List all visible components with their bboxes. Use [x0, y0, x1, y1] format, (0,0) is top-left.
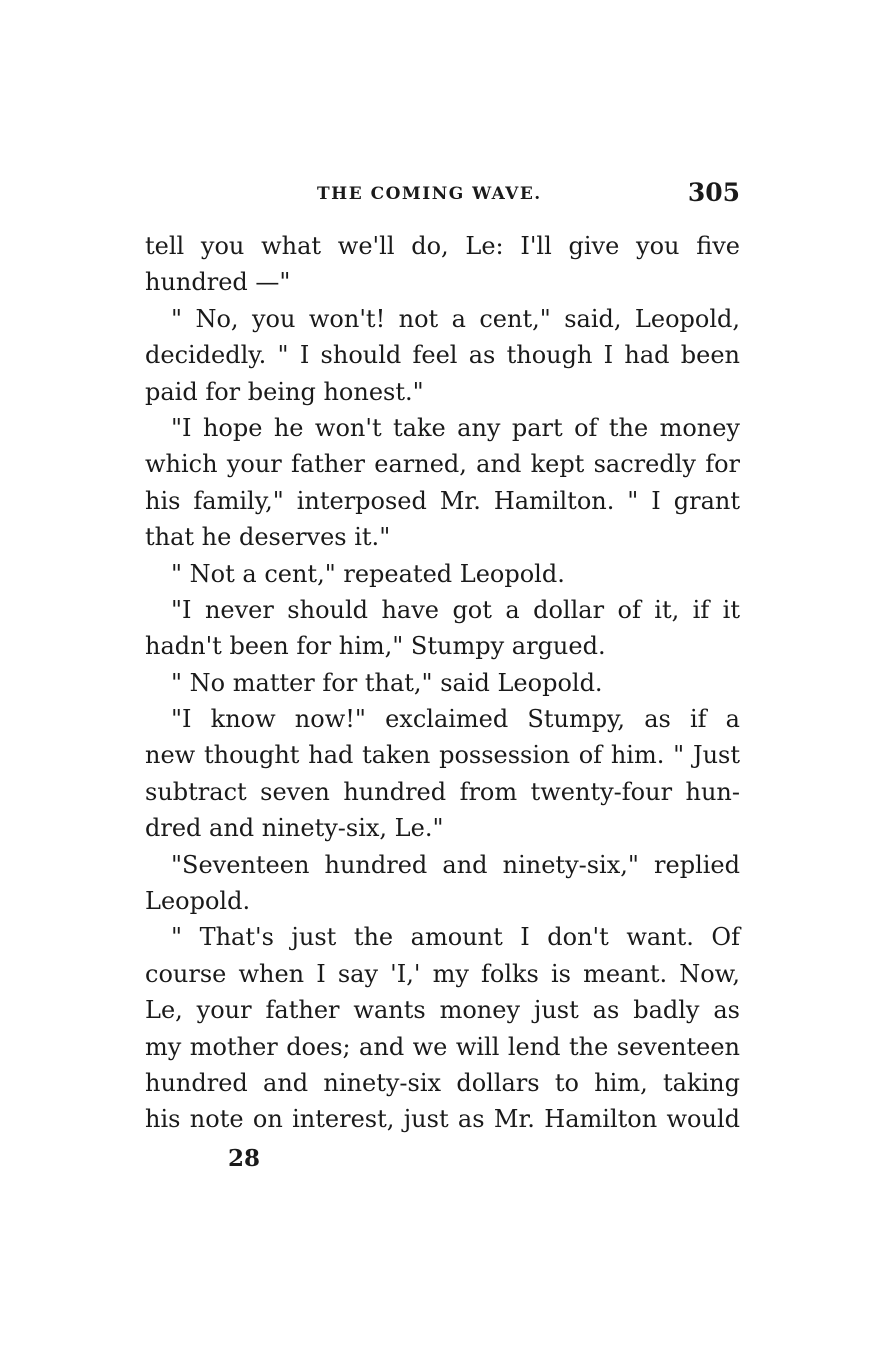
text-line: " That's just the amount I don't want. Of — [171, 923, 740, 952]
text-line: hundred and ninety-six dollars to him, taking — [145, 1068, 740, 1097]
text-line: his note on interest, just as Mr. Hamilton would — [145, 1105, 740, 1134]
text-line: course when I say 'I,' my folks is meant. Now, — [145, 959, 740, 988]
text-line: subtract seven hundred from twenty-four hun- — [145, 777, 740, 806]
text-line: " No matter for that," said Leopold. — [171, 668, 603, 697]
text-line: decidedly. " I should feel as though I had been — [145, 341, 740, 370]
text-line: my mother does; and we will lend the seventeen — [145, 1032, 740, 1061]
running-head — [145, 178, 740, 212]
text-line: Le, your father wants money just as badly as — [145, 996, 740, 1025]
text-line: hadn't been for him," Stumpy argued. — [145, 632, 606, 661]
running-title: THE COMING WAVE. — [317, 184, 542, 204]
text-line: which your father earned, and kept sacredly for — [145, 450, 740, 479]
text-line: "I hope he won't take any part of the money — [171, 413, 740, 442]
text-line: " No, you won't! not a cent," said, Leopold, — [171, 304, 740, 333]
body-text — [145, 228, 740, 1138]
text-line: " Not a cent," repeated Leopold. — [171, 559, 565, 588]
text-line: tell you what we'll do, Le: I'll give you five — [145, 232, 740, 260]
page-number: 305 — [687, 178, 740, 207]
text-line: dred and ninety-six, Le." — [145, 814, 444, 843]
text-line: his family," interposed Mr. Hamilton. " I grant — [145, 486, 740, 515]
text-line: that he deserves it." — [145, 523, 391, 552]
text-line: "Seventeen hundred and ninety-six," replied — [171, 850, 740, 879]
signature-mark: 28 — [228, 1145, 261, 1172]
text-line: Leopold. — [145, 887, 251, 916]
text-line: new thought had taken possession of him. " Just — [145, 741, 740, 770]
text-line: hundred —" — [145, 268, 291, 297]
text-line: paid for being honest." — [145, 377, 424, 406]
text-line: "I never should have got a dollar of it, if it — [171, 595, 740, 624]
text-line: "I know now!" exclaimed Stumpy, as if a — [171, 705, 740, 734]
